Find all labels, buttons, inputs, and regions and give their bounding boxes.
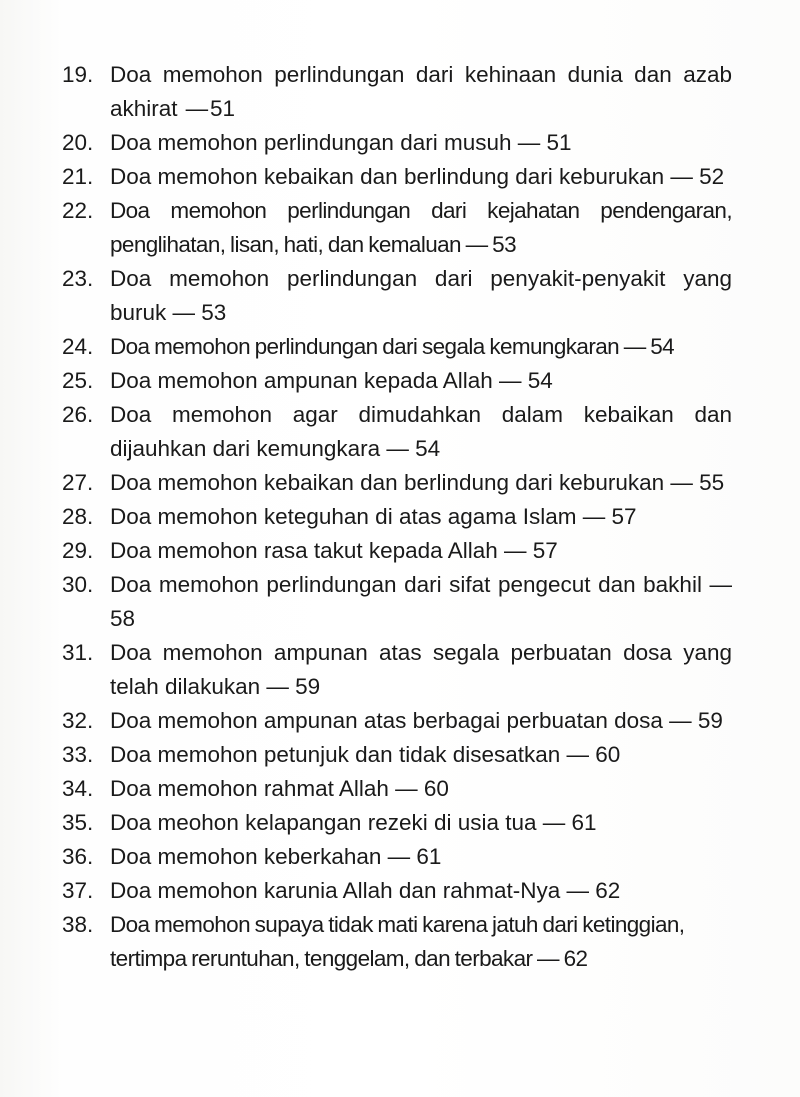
toc-entry-36 [62,840,732,874]
entry-number: 24. [62,334,94,359]
entry-number: 33. [62,742,94,767]
entry-number: 22. [62,198,94,223]
entry-text: Doa memohon keberkahan — 61 [110,844,442,869]
entry-text: Doa meohon kelapangan rezeki di usia tua — 61 [110,810,597,835]
entry-number: 28. [62,504,94,529]
entry-text: Doa memohon supaya tidak mati karena jatuh dari ketinggian, tertimpa reruntuhan, tenggelam, dan terbakar — 62 [110,912,685,971]
entry-number: 31. [62,640,94,665]
entry-text: Doa memohon kebaikan dan berlindung dari keburukan — 55 [110,470,725,495]
toc-entry-30 [62,568,732,636]
entry-number: 26. [62,402,94,427]
entry-number: 34. [62,776,94,801]
toc-entry-33 [62,738,732,772]
entry-number: 23. [62,266,94,291]
entry-number: 29. [62,538,94,563]
toc-entry-37 [62,874,732,908]
entry-number: 25. [62,368,94,393]
toc-entry-26 [62,398,732,466]
entry-text: Doa memohon perlindungan dari sifat pengecut dan bakhil — 58 [110,572,732,631]
toc-entry-34 [62,772,732,806]
toc-entry-32 [62,704,732,738]
entry-number: 38. [62,912,94,937]
entry-text: Doa memohon petunjuk dan tidak disesatkan — 60 [110,742,621,767]
toc-entry-19 [62,58,732,126]
entry-text: Doa memohon rahmat Allah — 60 [110,776,449,801]
toc-entry-25 [62,364,732,398]
toc-entry-22 [62,194,732,262]
entry-number: 36. [62,844,94,869]
entry-text: Doa memohon rasa takut kepada Allah — 57 [110,538,558,563]
entry-text: Doa memohon perlindungan dari musuh — 51 [110,130,572,155]
toc-entry-21 [62,160,732,194]
entry-number: 37. [62,878,94,903]
entry-text: Doa memohon perlindungan dari segala kemungkaran — 54 [110,334,675,359]
toc-entry-23 [62,262,732,330]
toc-entry-31 [62,636,732,704]
toc-entry-27 [62,466,732,500]
entry-text: Doa memohon agar dimudahkan dalam kebaikan dan dijauhkan dari kemungkara — 54 [110,402,732,461]
entry-text: Doa memohon keteguhan di atas agama Islam — 57 [110,504,637,529]
entry-text: Doa memohon perlindungan dari kehinaan dunia dan azab akhirat — 51 [110,62,732,121]
entry-number: 32. [62,708,94,733]
table-of-contents-list [62,58,732,976]
toc-entry-28 [62,500,732,534]
entry-number: 35. [62,810,94,835]
entry-number: 27. [62,470,94,495]
toc-entry-20 [62,126,732,160]
toc-entry-24 [62,330,732,364]
entry-text: Doa memohon kebaikan dan berlindung dari keburukan — 52 [110,164,725,189]
entry-number: 30. [62,572,94,597]
toc-entry-29 [62,534,732,568]
entry-number: 21. [62,164,94,189]
entry-text: Doa memohon perlindungan dari penyakit-penyakit yang buruk — 53 [110,266,732,325]
entry-number: 20. [62,130,94,155]
entry-text: Doa memohon karunia Allah dan rahmat-Nya — 62 [110,878,621,903]
entry-text: Doa memohon ampunan atas segala perbuatan dosa yang telah dilakukan — 59 [110,640,732,699]
entry-number: 19. [62,62,94,87]
entry-text: Doa memohon ampunan atas berbagai perbuatan dosa — 59 [110,708,723,733]
toc-entry-35 [62,806,732,840]
entry-text: Doa memohon perlindungan dari kejahatan pendengaran, penglihatan, lisan, hati, dan kemaluan — 53 [110,198,732,257]
toc-entry-38 [62,908,732,976]
entry-text: Doa memohon ampunan kepada Allah — 54 [110,368,553,393]
